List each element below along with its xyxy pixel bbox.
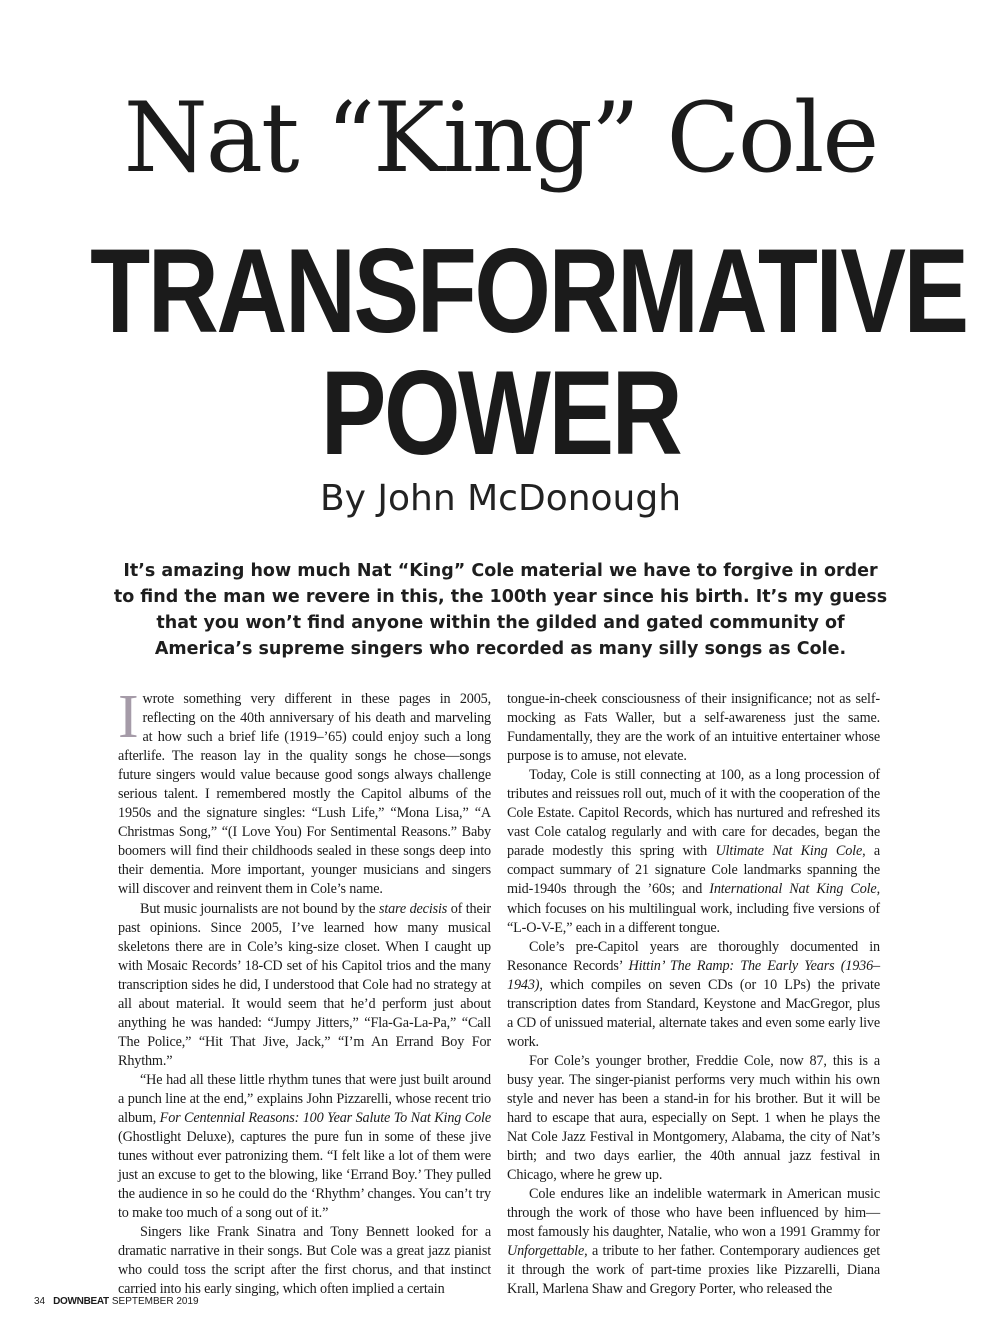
- paragraph: tongue-in-cheek consciousness of their insignificance; not as self-mocking as Fats Waller, but a self-awareness just the same. Fundamentally, they are the work of an intuitive entertainer whose purpose is to amuse, not elevate.: [507, 691, 880, 765]
- paragraph: Today, Cole is still connecting at 100, as a long procession of tributes and reissues roll out, much of it with the cooperation of the Cole Estate. Capitol Records, which has nurtured and refreshed its vast Cole catalog regularly and with care for decades, began the parade modestly this spring with Ultimate Nat King Cole, a compact summary of 21 signature Cole landmarks spanning the mid-1940s through the ’60s; and International Nat King Cole, which focuses on his multilingual work, including five versions of “L-O-V-E,” each in a different tongue.: [507, 767, 880, 936]
- page-number: 34: [34, 1296, 46, 1307]
- magazine-name: DOWNBEAT: [53, 1296, 109, 1307]
- paragraph: I wrote something very different in these pages in 2005, reflecting on the 40th anniversary of his death and marveling at how such a brief life (1919–’65) could enjoy such a long afterlife. The reason lay in the quality songs he chose—songs future singers would value because good songs always challenge serious talent. I remembered mostly the Capitol albums of the 1950s and the signature singles: “Lush Life,” “Mona Lisa,” “A Christmas Song,” “(I Love You) For Sentimental Reasons.” Baby boomers will find their childhoods sealed in these songs deep into their dementia. More important, younger musicians and singers will discover and reinvent them in Cole’s name.: [118, 683, 491, 898]
- paragraph: For Cole’s younger brother, Freddie Cole, now 87, this is a busy year. The singer-pianist performs very much within his own style and never has been a stand-in for his brother. But it will be hard to escape that aura, especially on Sept. 1 when he plays the Nat Cole Jazz Festival in Montgomery, Alabama, the city of Nat’s birth; and two days earlier, the 40th annual jazz festival in Chicago, where he grew up.: [507, 1052, 880, 1184]
- deck: It’s amazing how much Nat “King” Cole material we have to forgive in order to find the man we revere in this, the 100th year since his birth. It’s my guess that you won’t find anyone within the gilded and gated community of America’s supreme singers who recorded as many silly songs as Cole.: [113, 561, 888, 659]
- column-left: [118, 683, 491, 1300]
- paragraph: “He had all these little rhythm tunes that were just built around a punch line at the end,” explains John Pizzarelli, whose recent trio album, For Centennial Reasons: 100 Year Salute To Nat King Cole (Ghostlight Deluxe), captures the pure fun in some of these jive tunes without ever patronizing them. “I felt like a lot of them were just an excuse to get to the blowing, like ‘Errand Boy.’ They pulled the audience in so he could do the ‘Rhythm’ changes. You can’t try to make too much of a song out of it.”: [118, 1071, 491, 1222]
- title-main-line1: TRANSFORMATIVE: [90, 224, 967, 358]
- byline: By John McDonough: [319, 478, 682, 519]
- column-right: [507, 690, 880, 1300]
- paragraph: But music journalists are not bound by the stare decisis of their past opinions. Since 2005, I’ve learned how many musical skeletons there are in Cole’s king-size closet. When I caught up with Mosaic Records’ 18-CD set of his Capitol trios and the many transcription sides he did, I understood that Cole had no strategy at all about material. It would seem that he’d perform just about anything he was handed: “Jumpy Jitters,” “Fla-Ga-La-Pa,” “Call The Police,” “Hit That Jive, Jack,” “I’m An Errand Boy For Rhythm.”: [118, 900, 491, 1069]
- issue-date: SEPTEMBER 2019: [111, 1296, 199, 1307]
- paragraph: Cole’s pre-Capitol years are thoroughly documented in Resonance Records’ Hittin’ The Ramp: The Early Years (1936–1943), which compiles on seven CDs (or 10 LPs) the private transcription dates from Standard, Keystone and MacGregor, plus a CD of unissued material, alternate takes and even some early live work.: [507, 938, 880, 1050]
- drop-cap: I: [118, 683, 139, 751]
- paragraph: Singers like Frank Sinatra and Tony Bennett looked for a dramatic narrative in their songs. But Cole was a great jazz pianist who could toss the script after the first chorus, and that instinct carried into his early singing, which often implied a certain: [118, 1224, 491, 1298]
- paragraph: Cole endures like an indelible watermark in American music through the work of those who have been influenced by him—most famously his daughter, Natalie, who won a 1991 Grammy for Unforgettable, a tribute to her father. Contemporary audiences get it through the work of part-time proxies like Pizzarelli, Diana Krall, Marlena Shaw and Gregory Porter, who released the: [507, 1186, 880, 1298]
- title-main-line2: POWER: [320, 346, 681, 480]
- folio: [34, 1296, 199, 1307]
- title-top: Nat “King” Cole: [123, 82, 878, 194]
